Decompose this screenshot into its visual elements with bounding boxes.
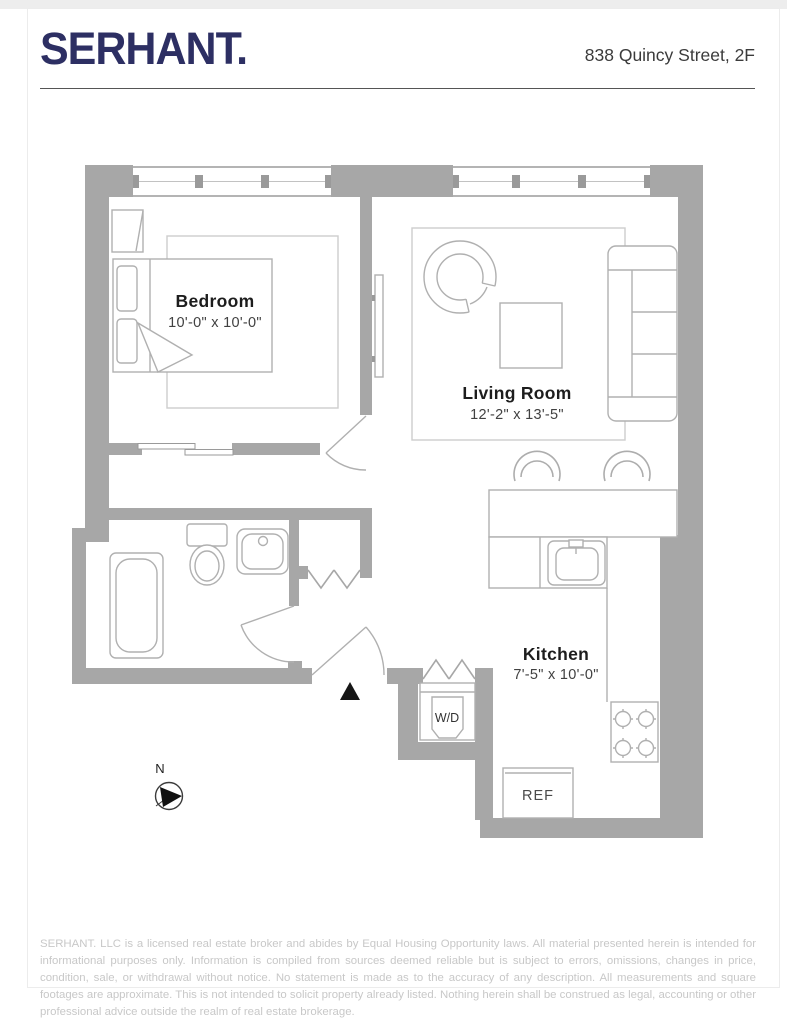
washer-dryer [420,683,475,740]
living-room-window [453,165,650,197]
tv-panel [372,275,383,377]
bifold-door [423,660,475,679]
kitchen-label: Kitchen [522,644,590,664]
legal-disclaimer: SERHANT. LLC is a licensed real estate broker and abides by Equal Housing Opportunity laws. All material presented herein is intended for informational purposes only. Information is compiled from sources deemed reliable but is subject to errors, omissions, changes in price, condition, sale, or withdrawal without notice. No statement is made as to the accuracy of any description. All measurements and square footages are approximate. This is not intended to solicit property already listed. Nothing herein shall be construed as legal, accounting or other professional advice outside the realm of real estate brokerage. [40,938,756,1018]
bar-stool [604,451,650,481]
entrance-marker-icon [340,682,360,700]
kitchen-sink [548,540,605,585]
coffee-table [500,303,562,368]
washer-dryer-label: W/D [434,711,460,725]
sliding-closet-door [138,444,233,456]
bathtub [110,553,163,658]
kitchen-dimensions: 7'-5" x 10'-0" [513,667,599,683]
bedroom-door-arc [326,416,366,470]
pillow [117,266,137,311]
living-room-label: Living Room [462,383,572,403]
north-arrow-icon [155,761,182,810]
serhant-logo: SERHANT. [40,24,248,75]
entry-door-arc [312,627,384,675]
refrigerator-label: REF [522,788,554,804]
stove [611,702,658,762]
wardrobe [112,210,143,252]
bedroom-window [133,165,331,197]
refrigerator [503,768,573,818]
toilet [187,524,227,585]
listing-address: 838 Quincy Street, 2F [584,45,755,65]
bedroom-label: Bedroom [175,291,255,311]
pillow [117,319,137,363]
bifold-door [308,570,360,588]
bathroom-sink [237,529,288,574]
north-label: N [155,761,165,776]
living-room-dimensions: 12'-2" x 13'-5" [470,407,564,423]
sofa [608,246,677,421]
bar-stool [514,451,560,481]
bathroom-door-arc [241,606,294,662]
breakfast-bar [489,490,677,537]
bedroom-dimensions: 10'-0" x 10'-0" [168,315,262,331]
